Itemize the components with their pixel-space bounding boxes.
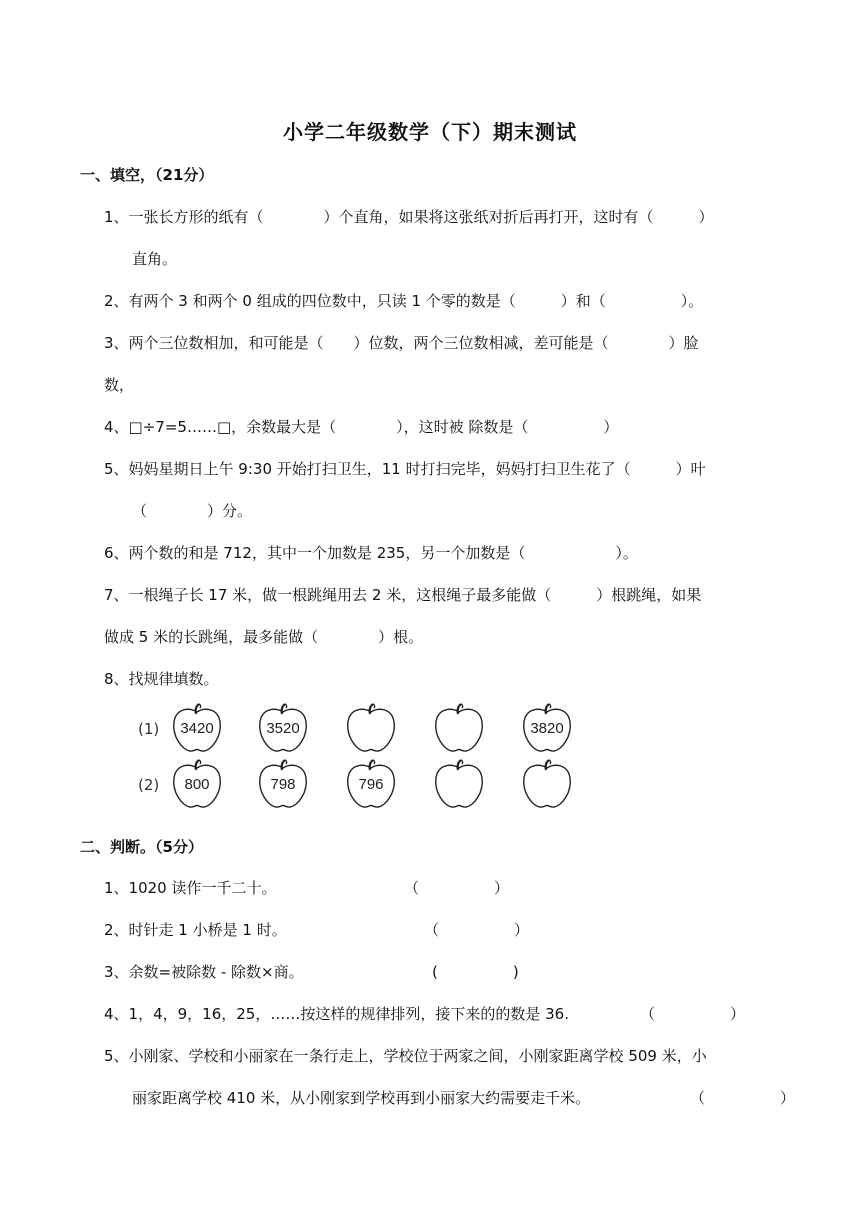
- apple-number: 800: [184, 776, 210, 793]
- pattern-row: [138, 702, 598, 754]
- apple-icon: [256, 702, 310, 754]
- pattern-row-label: (2): [138, 776, 160, 794]
- question-1-line-1: 1、一张长方形的纸有（ ）个直角，如果将这张纸对折后再打开，这时有（ ）: [104, 208, 714, 226]
- apple-number: 3820: [530, 720, 564, 737]
- question-3-line-1: 3、两个三位数相加，和可能是（ ）位数，两个三位数相减，差可能是（ ）脸: [104, 334, 699, 352]
- apple-number: 3420: [180, 720, 214, 737]
- question-5-line-1: 5、妈妈星期日上午 9:30 开始打扫卫生，11 时打扫完毕，妈妈打扫卫生花了（ ）叶: [104, 460, 706, 478]
- apple-number: 796: [358, 776, 384, 793]
- question-3-line-2: 数，: [104, 376, 135, 394]
- apple-icon: [520, 702, 574, 754]
- blank-apple-icon: [520, 758, 574, 810]
- section-fill-blank-heading: 一、填空，（21分）: [80, 166, 214, 184]
- judge-5-line-1: 5、小刚家、学校和小丽家在一条行走上，学校位于两家之间，小刚家距离学校 509 米，小: [104, 1047, 707, 1065]
- question-1-line-2: 直角。: [132, 250, 178, 268]
- judge-1-answer-paren: （ ）: [404, 879, 510, 897]
- apple-number: 3520: [266, 720, 300, 737]
- judge-4-answer-paren: （ ）: [640, 1005, 746, 1023]
- pattern-row-label: (1): [138, 720, 160, 738]
- judge-5-answer-paren: （ ）: [690, 1089, 796, 1107]
- apple-icon: [344, 758, 398, 810]
- question-4: 4、□÷7=5……□，余数最大是（ ），这时被 除数是（ ）: [104, 418, 619, 436]
- question-7-line-1: 7、一根绳子长 17 米，做一根跳绳用去 2 米，这根绳子最多能做（ ）根跳绳，如果: [104, 586, 702, 604]
- question-5-line-2: （ ）分。: [132, 502, 253, 520]
- judge-2-answer-paren: （ ）: [424, 921, 530, 939]
- pattern-row: [138, 758, 598, 810]
- question-2: 2、有两个 3 和两个 0 组成的四位数中，只读 1 个零的数是（ ）和（ ）。: [104, 292, 704, 310]
- section-judge-heading: 二、判断。（5分）: [80, 838, 203, 856]
- blank-apple-icon: [344, 702, 398, 754]
- apple-icon: [170, 702, 224, 754]
- apple-icon: [170, 758, 224, 810]
- question-8: 8、找规律填数。: [104, 670, 219, 688]
- apple-icon: [256, 758, 310, 810]
- blank-apple-icon: [432, 702, 486, 754]
- page-title: 小学二年级数学（下）期末测试: [283, 120, 577, 144]
- judge-5-line-2: 丽家距离学校 410 米，从小刚家到学校再到小丽家大约需要走千米。: [132, 1089, 591, 1107]
- judge-2: 2、时针走 1 小桥是 1 时。: [104, 921, 287, 939]
- judge-3-answer-paren: ( ): [432, 963, 519, 981]
- judge-1: 1、1020 读作一千二十。: [104, 879, 277, 897]
- blank-apple-icon: [432, 758, 486, 810]
- judge-4: 4、1，4，9，16，25，……按这样的规律排列，接下来的的数是 36.: [104, 1005, 569, 1023]
- question-7-line-2: 做成 5 米的长跳绳，最多能做（ ）根。: [104, 628, 424, 646]
- question-6: 6、两个数的和是 712，其中一个加数是 235，另一个加数是（ ）。: [104, 544, 638, 562]
- judge-3: 3、余数=被除数 - 除数×商。: [104, 963, 304, 981]
- apple-number: 798: [270, 776, 296, 793]
